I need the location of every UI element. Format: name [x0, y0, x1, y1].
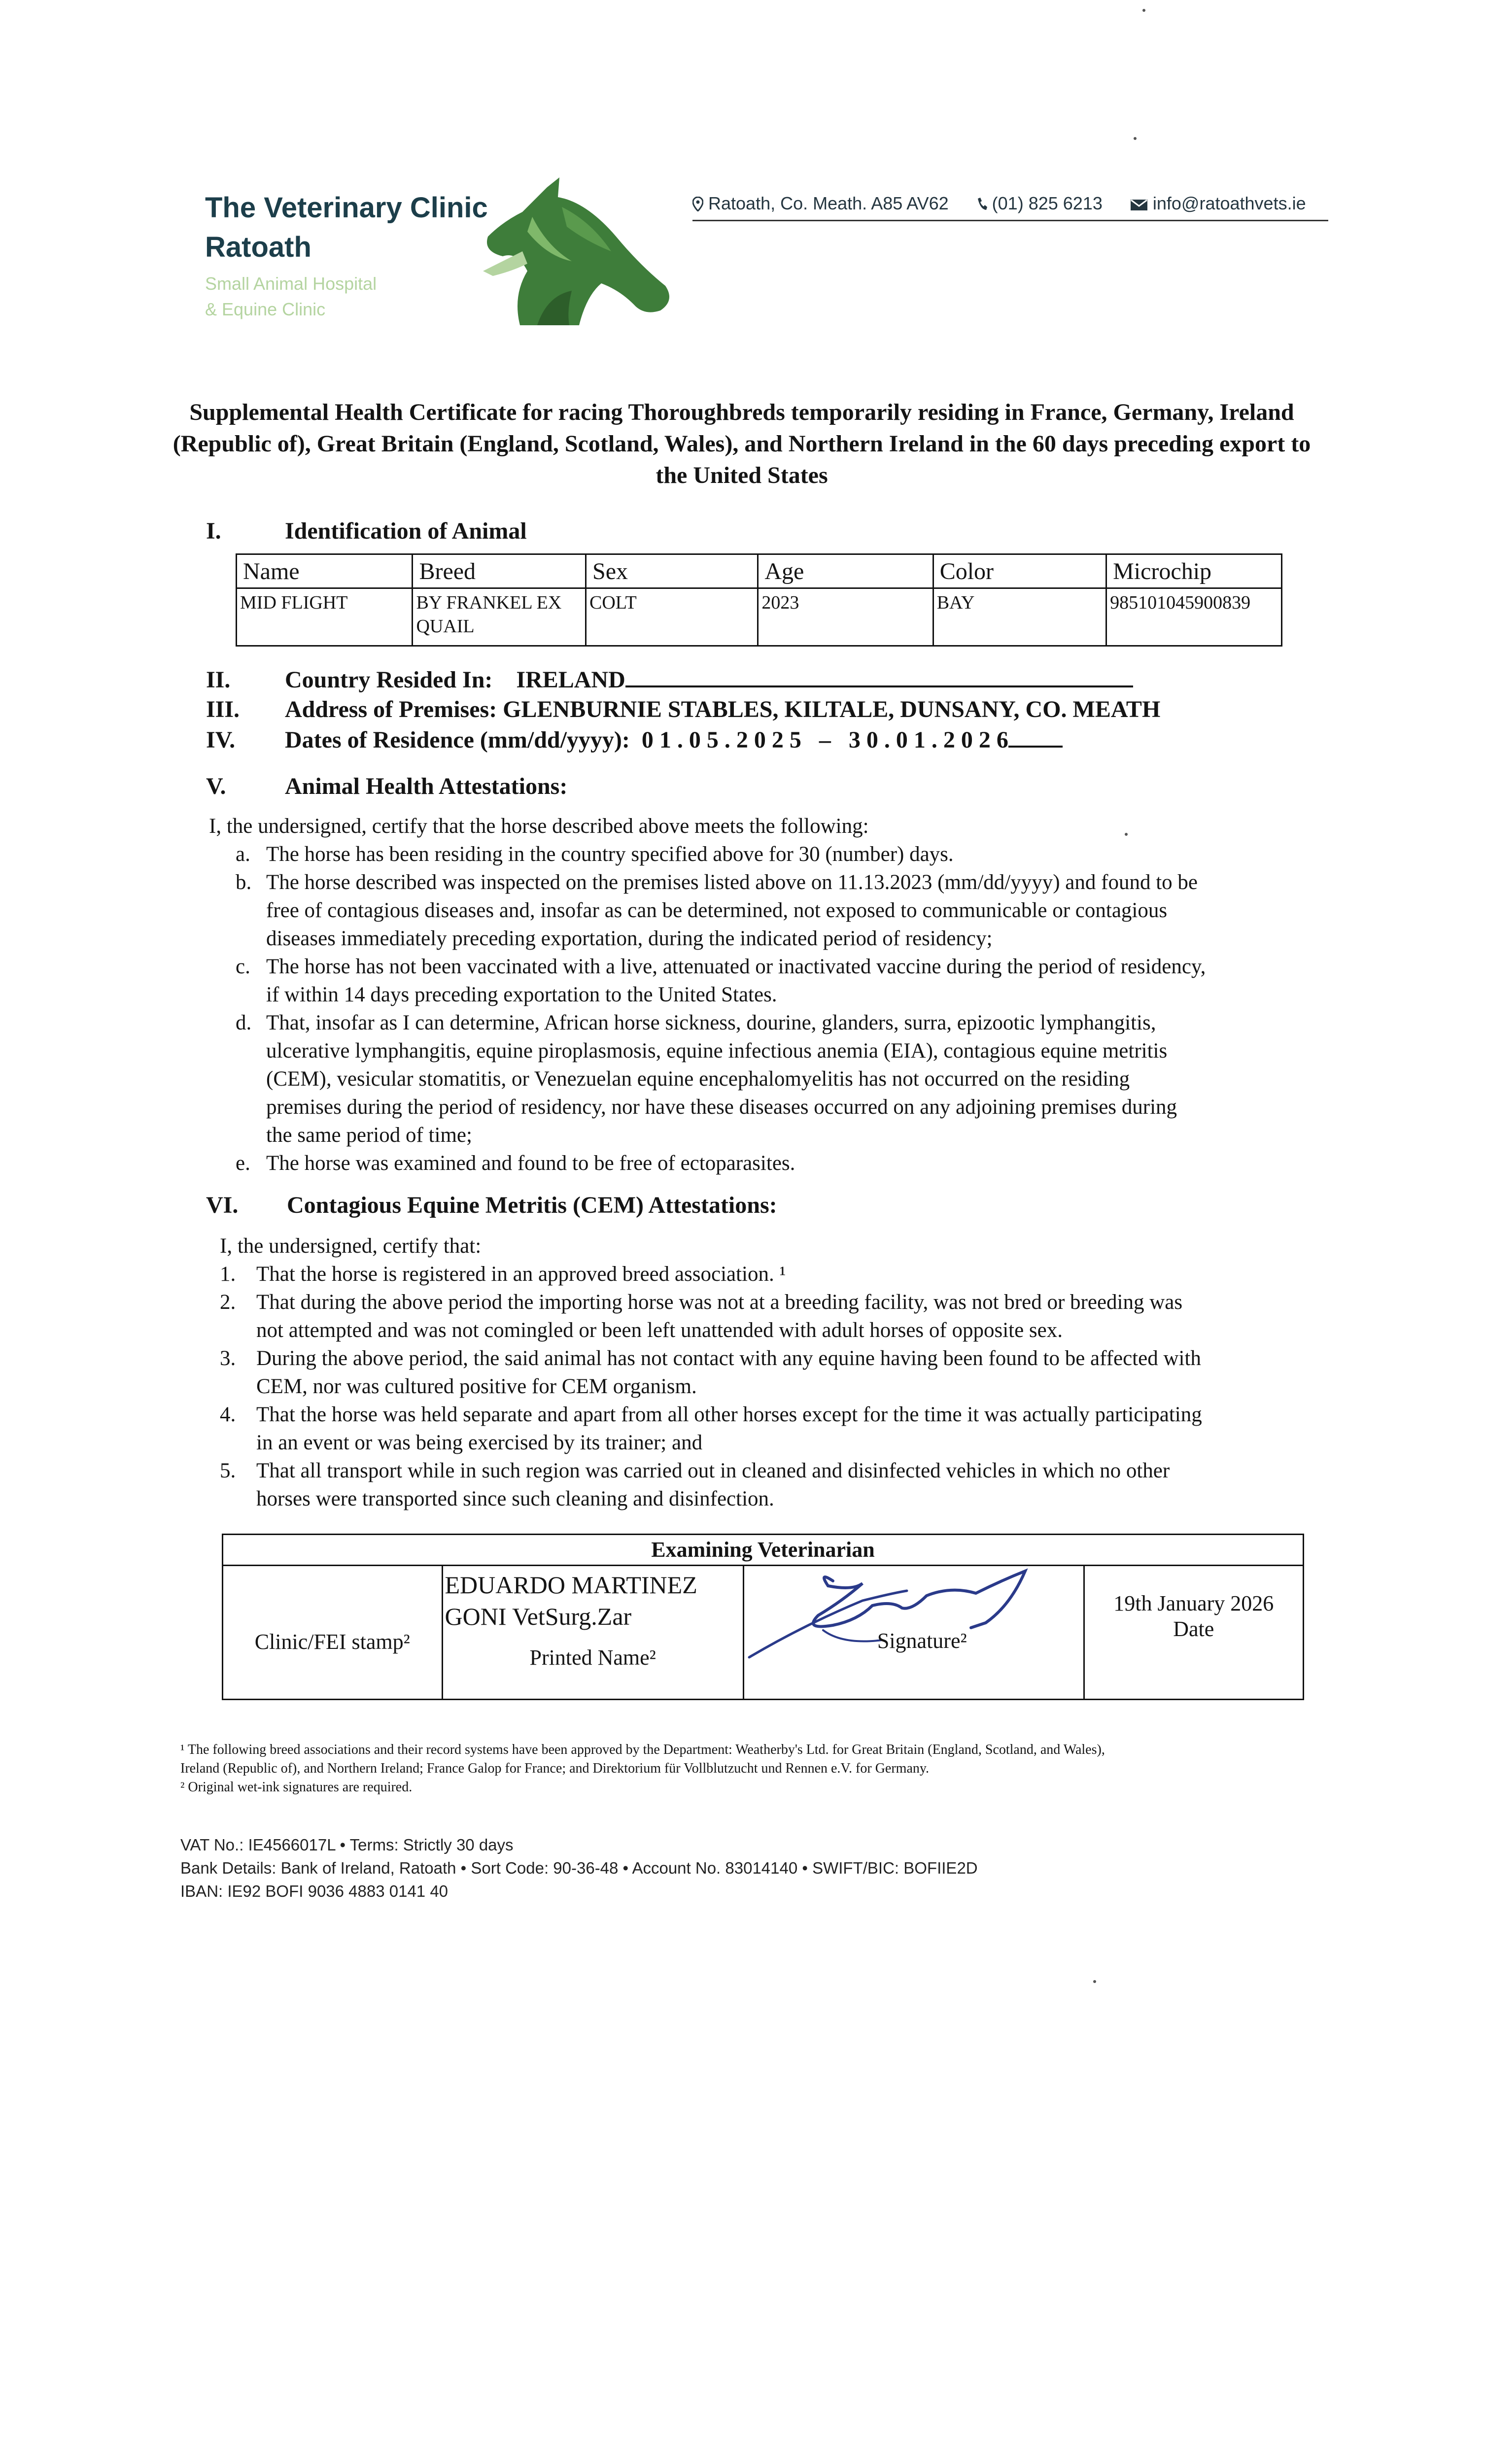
phone-icon — [976, 197, 987, 211]
clinic-subtitle — [205, 271, 377, 322]
vet-heading-row — [223, 1535, 1304, 1566]
table-row — [237, 588, 1282, 646]
phone-item — [976, 193, 1107, 213]
section-3-number: III. — [206, 696, 240, 722]
vat-line: VAT No.: IE4566017L • Terms: Strictly 30 days — [180, 1836, 514, 1854]
table-header-row — [237, 554, 1282, 588]
printed-name-label: Printed Name² — [529, 1645, 656, 1670]
column-header-age: Age — [758, 554, 933, 588]
vet-name — [443, 1566, 743, 1632]
mail-icon — [1130, 199, 1148, 211]
vet-signature — [744, 1566, 1085, 1678]
date-dash: – — [819, 727, 831, 753]
premises-value: GLENBURNIE STABLES, KILTALE, DUNSANY, CO. MEATH — [503, 696, 1161, 722]
cell-breed: BY FRANKEL EX QUAIL — [413, 588, 586, 646]
horse-logo-icon — [473, 177, 680, 330]
vet-name-line1: EDUARDO MARTINEZ — [445, 1571, 697, 1599]
list-item-text: During the above period, the said animal has not contact with any equine having been found to be affected with CEM, nor was cultured positive for CEM organism. — [256, 1347, 1201, 1398]
cell-microchip: 985101045900839 — [1106, 588, 1282, 646]
list-item-mark: 5. — [220, 1459, 236, 1482]
footnote-2: ² Original wet-ink signatures are required. — [180, 1780, 413, 1795]
cell-color: BAY — [933, 588, 1106, 646]
column-header-sex: Sex — [586, 554, 758, 588]
cell-age: 2023 — [758, 588, 933, 646]
clinic-stamp-cell — [223, 1566, 443, 1700]
signature-cell — [743, 1566, 1084, 1700]
list-item-mark: a. — [236, 843, 250, 866]
clinic-name-line2: Ratoath — [205, 231, 311, 263]
list-item — [236, 953, 1320, 1009]
certificate-title: Supplemental Health Certificate for racing Thoroughbreds temporarily residing in France, Germany, Ireland (Republic of), Great Britain (England, Scotland, Wales), and Northern Ireland in the 60 days preceding export to the United States — [173, 399, 1311, 488]
country-resided-row — [285, 666, 1133, 693]
list-item-mark: 3. — [220, 1347, 236, 1370]
list-item-text: The horse described was inspected on the premises listed above on 11.13.2023 (mm/dd/yyyy) and found to be free of contagious diseases and, insofar as can be determined, not exposed to communicable or contagious diseases immediately preceding exportation, during the indicated period of residency; — [266, 871, 1198, 950]
examining-veterinarian-table — [222, 1534, 1304, 1700]
list-item — [236, 840, 1320, 868]
section-6-heading: Contagious Equine Metritis (CEM) Attestations: — [287, 1192, 777, 1218]
list-item — [220, 1457, 1314, 1513]
country-value: IRELAND — [516, 667, 625, 693]
list-item-mark: c. — [236, 955, 250, 978]
list-item — [220, 1288, 1314, 1344]
section-2-number: II. — [206, 667, 231, 693]
list-item-mark: 4. — [220, 1403, 236, 1426]
list-item — [220, 1260, 1314, 1288]
date-to: 3 0 . 0 1 . 2 0 2 6 — [848, 727, 1008, 753]
date-cell — [1084, 1566, 1303, 1700]
list-item-text: The horse has not been vaccinated with a live, attenuated or inactivated vaccine during the period of residency, if within 14 days preceding exportation to the United States. — [266, 955, 1206, 1006]
sign-date-label: Date — [1173, 1617, 1214, 1641]
section-6-intro: I, the undersigned, certify that: — [220, 1234, 482, 1258]
section-6-number: VI. — [206, 1192, 239, 1218]
section-5-intro: I, the undersigned, certify that the horse described above meets the following: — [209, 815, 869, 838]
contact-bar — [692, 193, 1328, 221]
section-1-number: I. — [206, 518, 221, 544]
address-text: Ratoath, Co. Meath. A85 AV62 — [708, 193, 949, 213]
list-item-text: That the horse is registered in an approved breed association. ¹ — [256, 1263, 786, 1286]
country-label: Country Resided In: — [285, 667, 493, 693]
clinic-subtitle-line1: Small Animal Hospital — [205, 274, 377, 294]
vet-name-line2: GONI VetSurg.Zar — [445, 1603, 632, 1630]
list-item-text: The horse was examined and found to be free of ectoparasites. — [266, 1152, 795, 1175]
clinic-subtitle-line2: & Equine Clinic — [205, 299, 326, 319]
company-details — [180, 1833, 1363, 1903]
scan-speck — [1134, 137, 1137, 140]
scan-speck — [1125, 833, 1128, 836]
column-header-microchip: Microchip — [1106, 554, 1282, 588]
list-item-mark: b. — [236, 871, 252, 894]
column-header-name: Name — [237, 554, 413, 588]
list-item-mark: 2. — [220, 1291, 236, 1314]
scan-speck — [1142, 9, 1145, 12]
location-pin-icon — [692, 197, 703, 211]
email-text: info@ratoathvets.ie — [1152, 193, 1306, 213]
clinic-name-line1: The Veterinary Clinic — [205, 192, 488, 224]
footnote-1-line1: ¹ The following breed associations and their record systems have been approved by the Department: Weatherby's Ltd. for Great Britain (England, Scotland, and Wales), — [180, 1742, 1105, 1757]
list-item-text: That during the above period the importing horse was not at a breeding facility, was not bred or breeding was not attempted and was not comingled or been left unattended with adult horses of opposite sex. — [256, 1291, 1183, 1342]
list-item — [236, 1149, 1320, 1177]
list-item-mark: 1. — [220, 1263, 236, 1286]
clinic-name — [205, 188, 488, 267]
list-item-text: That, insofar as I can determine, African horse sickness, dourine, glanders, surra, epizootic lymphangitis, ulcerative lymphangitis, equine piroplasmosis, equine infectious anemia (EIA), contagious equine metritis (CEM), vesicular stomatitis, or Venezuelan equine encephalomyelitis has not occurred on the residing premises during the period of residency, nor have these diseases occurred on any adjoining premises during the same period of time; — [266, 1011, 1177, 1147]
list-item — [236, 1009, 1320, 1149]
section-5-number: V. — [206, 773, 226, 799]
list-item — [236, 868, 1320, 953]
date-from: 0 1 . 0 5 . 2 0 2 5 — [641, 727, 801, 753]
list-item-text: That all transport while in such region was carried out in cleaned and disinfected vehicles in which no other horses were transported since such cleaning and disinfection. — [256, 1459, 1170, 1510]
column-header-breed: Breed — [413, 554, 586, 588]
scan-speck — [1093, 1980, 1096, 1983]
signature-label: Signature² — [877, 1629, 967, 1653]
section-5-heading: Animal Health Attestations: — [285, 773, 568, 799]
section-1-heading: Identification of Animal — [285, 518, 527, 544]
email-item — [1130, 193, 1306, 213]
printed-name-cell — [442, 1566, 743, 1700]
dates-label: Dates of Residence (mm/dd/yyyy): — [285, 727, 630, 753]
dates-underline — [1008, 728, 1063, 748]
dates-residence-row — [285, 726, 1063, 753]
cell-sex: COLT — [586, 588, 758, 646]
iban-line: IBAN: IE92 BOFI 9036 4883 0141 40 — [180, 1882, 449, 1900]
premises-label: Address of Premises: — [285, 696, 497, 722]
list-item-text: The horse has been residing in the country specified above for 30 (number) days. — [266, 843, 954, 866]
column-header-color: Color — [933, 554, 1106, 588]
address-item — [692, 193, 954, 213]
address-premises-row — [285, 696, 1160, 723]
animal-identification-table — [236, 553, 1282, 647]
cell-name: MID FLIGHT — [237, 588, 413, 646]
list-item — [220, 1344, 1314, 1401]
section-4-number: IV. — [206, 727, 236, 753]
country-underline — [625, 668, 1133, 687]
vet-details-row — [223, 1566, 1304, 1700]
footnote-1-line2: Ireland (Republic of), and Northern Ireland; France Galop for France; and Direktorium für Vollblutzucht und Rennen e.V. for Germany. — [180, 1761, 930, 1776]
list-item-text: That the horse was held separate and apart from all other horses except for the time it was actually participating in an event or was being exercised by its trainer; and — [256, 1403, 1202, 1454]
clinic-stamp-label: Clinic/FEI stamp² — [254, 1630, 410, 1654]
list-item-mark: d. — [236, 1011, 252, 1034]
phone-text: (01) 825 6213 — [992, 193, 1103, 213]
sign-date-value: 19th January 2026 — [1113, 1591, 1274, 1615]
list-item-mark: e. — [236, 1152, 250, 1175]
vet-heading: Examining Veterinarian — [223, 1535, 1304, 1566]
bank-line: Bank Details: Bank of Ireland, Ratoath • Sort Code: 90-36-48 • Account No. 83014140 • SWIFT/BIC: BOFIIE2D — [180, 1859, 978, 1877]
list-item — [220, 1401, 1314, 1457]
footnotes — [180, 1741, 1329, 1797]
